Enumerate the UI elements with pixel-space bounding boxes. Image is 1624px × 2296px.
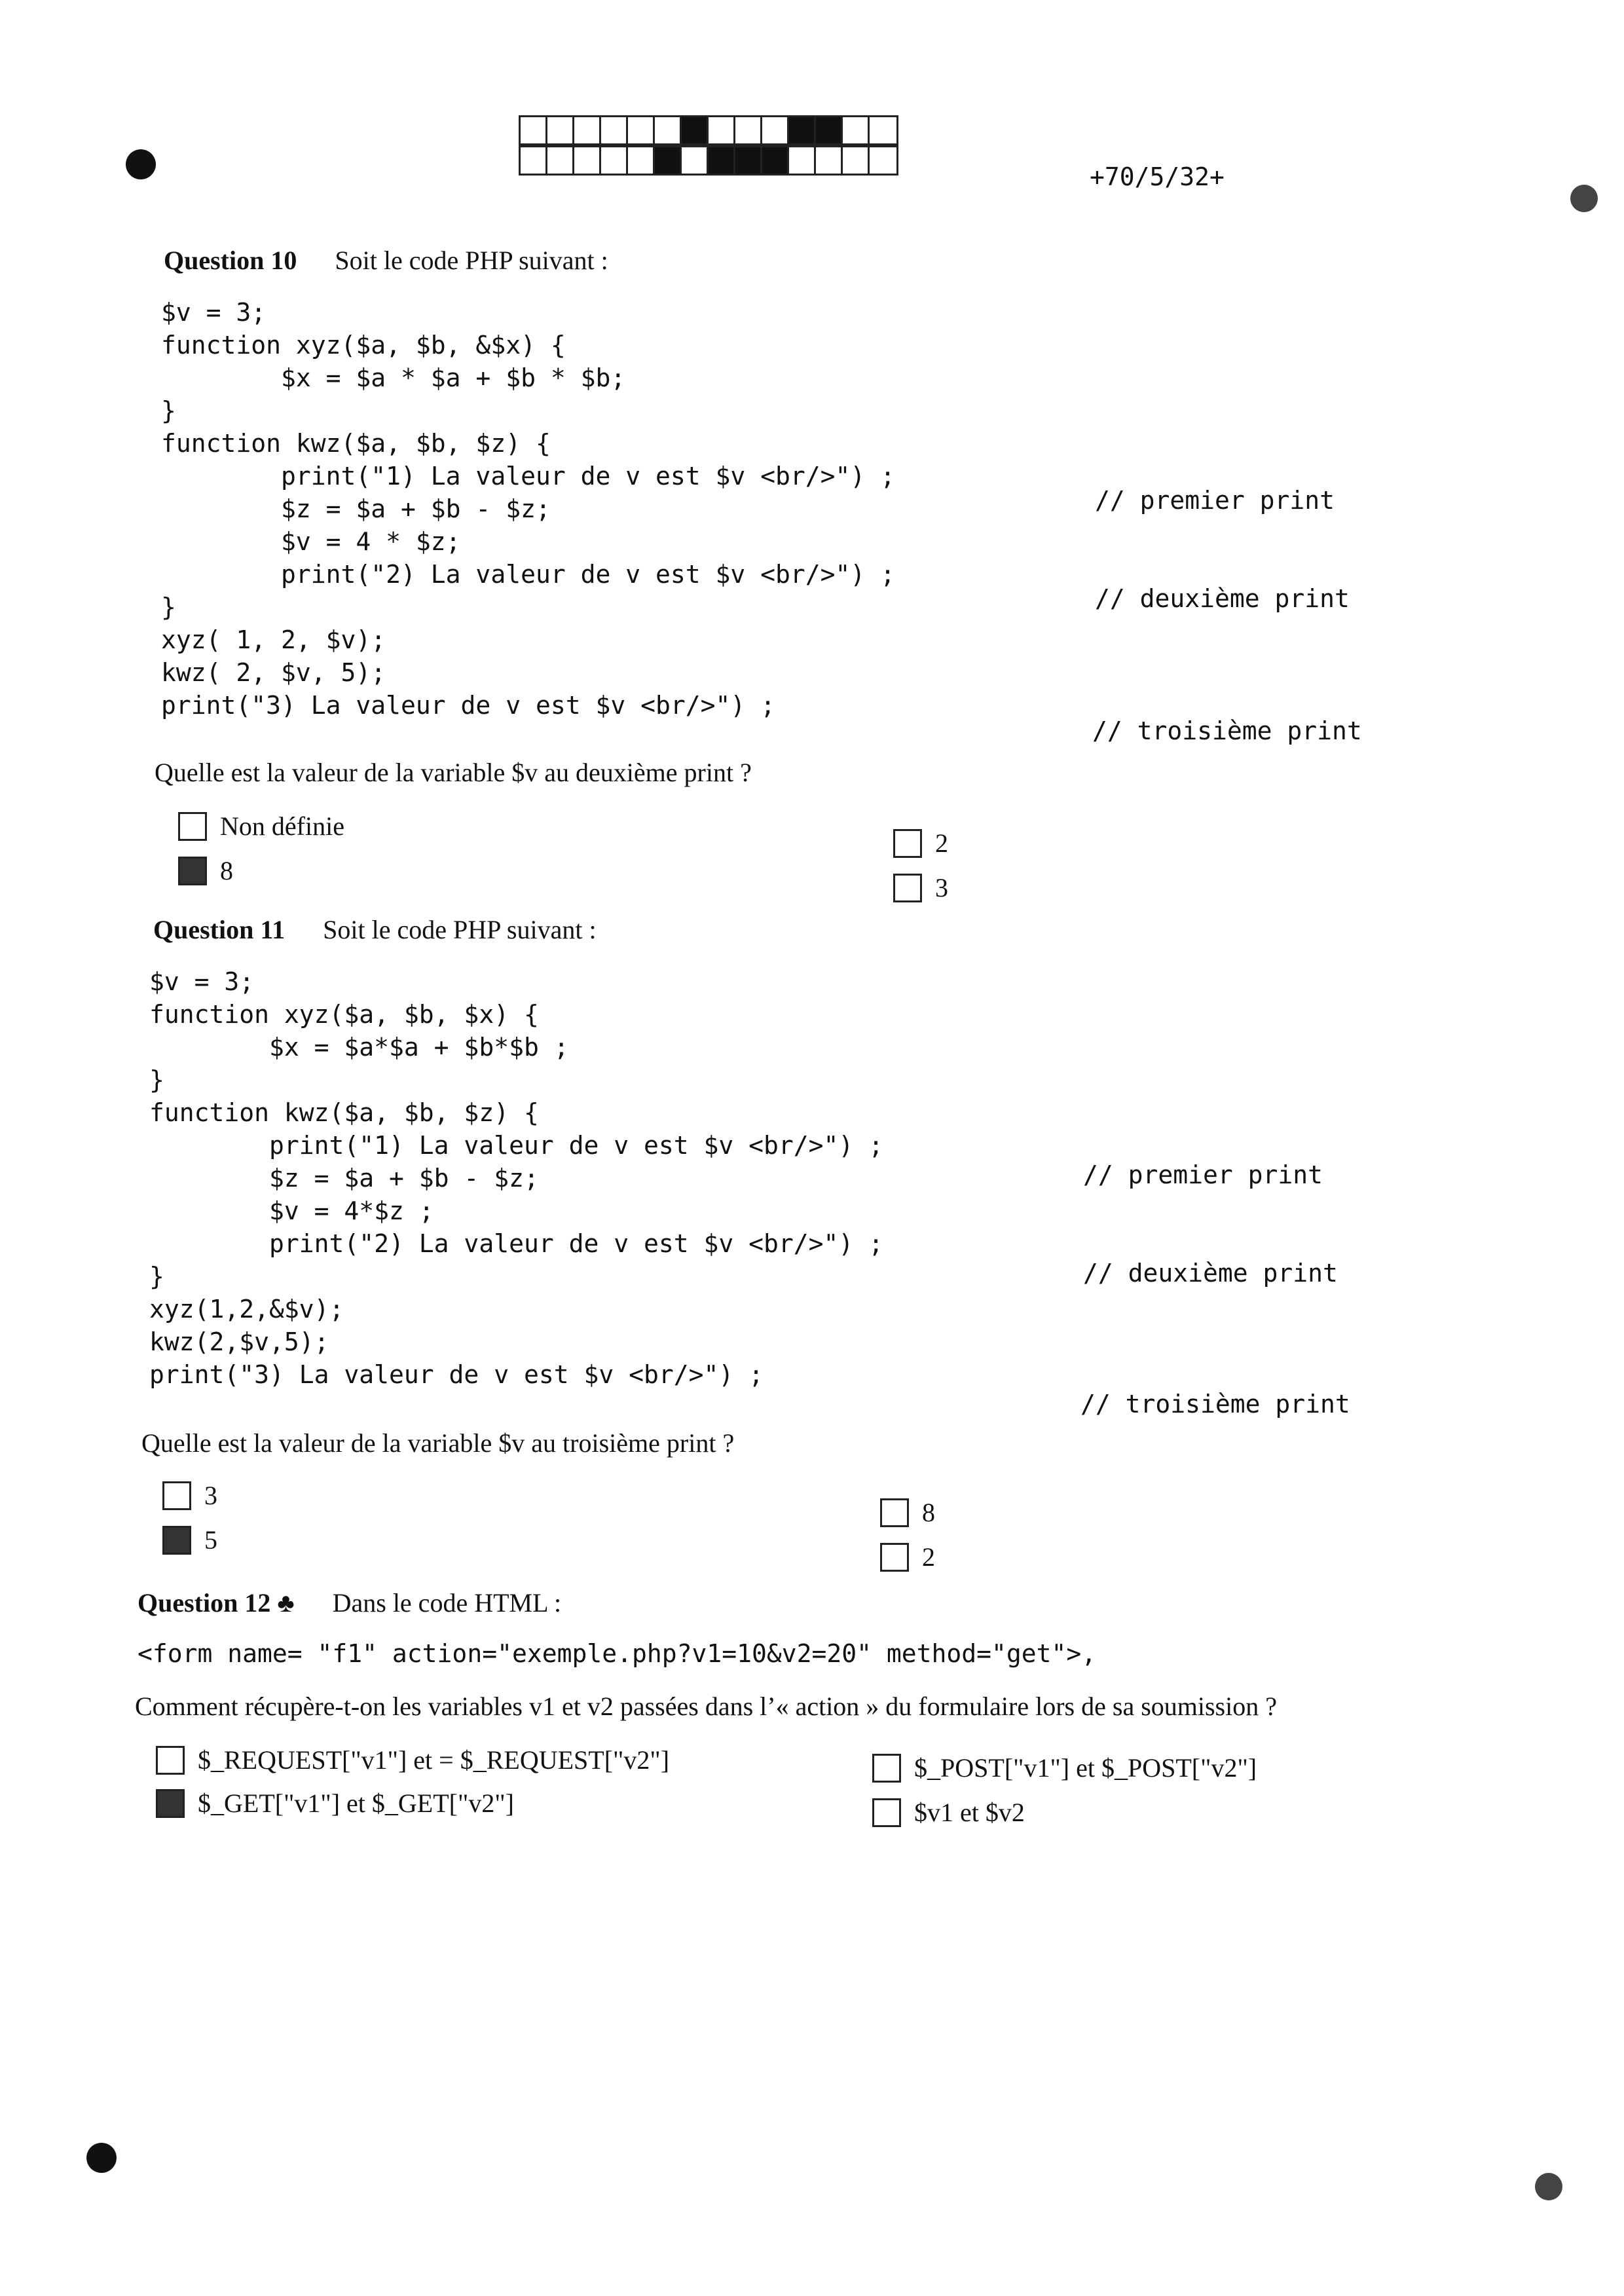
- barcode-cell-empty: [521, 117, 547, 143]
- checkbox[interactable]: [178, 812, 207, 841]
- option-label: $_REQUEST["v1"] et = $_REQUEST["v2"]: [198, 1745, 670, 1775]
- barcode-cell-empty: [762, 117, 789, 143]
- barcode-cell-empty: [547, 117, 574, 143]
- checkbox-checked[interactable]: [162, 1526, 191, 1555]
- checkbox[interactable]: [893, 829, 922, 858]
- question-10-header: [164, 245, 608, 276]
- barcode-cell-empty: [789, 147, 816, 174]
- question-10-comment-3: // troisième print: [1092, 716, 1362, 745]
- barcode-top: [519, 115, 898, 145]
- registration-dot-top-left: [126, 149, 156, 179]
- question-11-comment-1: // premier print: [1083, 1160, 1323, 1189]
- question-12-option-get[interactable]: [156, 1788, 514, 1819]
- barcode-cell-empty: [628, 147, 655, 174]
- question-10-option-2[interactable]: [893, 828, 948, 859]
- barcode-cell-empty: [574, 147, 601, 174]
- question-12-prompt: Comment récupère-t-on les variables v1 et v2 passées dans l’« action » du formulaire lors de sa soumission ?: [135, 1692, 1277, 1721]
- barcode-cell-empty: [682, 147, 709, 174]
- barcode-cell-filled: [735, 147, 762, 174]
- question-11-comment-3: // troisième print: [1080, 1390, 1350, 1418]
- barcode-cell-empty: [574, 117, 601, 143]
- scan-id: +70/5/32+: [1090, 162, 1225, 191]
- registration-dot-top-right: [1570, 185, 1598, 212]
- question-11-option-8[interactable]: [880, 1497, 935, 1528]
- checkbox-checked[interactable]: [156, 1789, 185, 1818]
- question-12-code: <form name= "f1" action="exemple.php?v1=10&v2=20" method="get">,: [138, 1639, 1097, 1668]
- question-10-option-3[interactable]: [893, 872, 948, 903]
- barcode-cell-empty: [709, 117, 735, 143]
- option-label: $_POST["v1"] et $_POST["v2"]: [914, 1753, 1257, 1783]
- option-label: 3: [204, 1481, 217, 1510]
- question-12-label: Question 12: [138, 1588, 271, 1618]
- question-11-header: [153, 914, 597, 945]
- checkbox[interactable]: [880, 1543, 909, 1572]
- question-11-option-3[interactable]: [162, 1480, 217, 1511]
- barcode-cell-empty: [843, 117, 870, 143]
- barcode-cell-empty: [601, 147, 628, 174]
- checkbox[interactable]: [872, 1754, 901, 1783]
- question-11-label: Question 11: [153, 915, 286, 944]
- question-11-intro: Soit le code PHP suivant :: [323, 915, 597, 944]
- checkbox-checked[interactable]: [178, 857, 207, 885]
- barcode-bottom: [519, 145, 898, 176]
- barcode-cell-filled: [762, 147, 789, 174]
- barcode-cell-empty: [816, 147, 843, 174]
- question-12-option-request[interactable]: [156, 1745, 669, 1775]
- question-12-option-post[interactable]: [872, 1752, 1257, 1783]
- question-11-prompt: Quelle est la valeur de la variable $v au troisième print ?: [141, 1428, 735, 1458]
- question-10-comment-2: // deuxième print: [1095, 584, 1350, 613]
- barcode-cell-filled: [789, 117, 816, 143]
- question-10-code: $v = 3; function xyz($a, $b, &$x) { $x = $a * $a + $b * $b; } function kwz($a, $b, $z) { print("1) La valeur de v est $v <br/>") ; $z = $a + $b - $z; $v = 4 * $z; print("2) La valeur de v est $v <br/>") ; } xyz( 1, 2, $v); kwz( 2, $v, 5); print("3) La valeur de v est $v <br/>") ;: [161, 298, 896, 720]
- question-11-code: $v = 3; function xyz($a, $b, $x) { $x = $a*$a + $b*$b ; } function kwz($a, $b, $z) { print("1) La valeur de v est $v <br/>") ; $z = $a + $b - $z; $v = 4*$z ; print("2) La valeur de v est $v <br/>") ; } xyz(1,2,&$v); kwz(2,$v,5); print("3) La valeur de v est $v <br/>") ;: [149, 967, 884, 1389]
- registration-dot-bottom-left: [86, 2143, 117, 2173]
- option-label: 2: [935, 828, 948, 858]
- barcode-cell-empty: [870, 147, 896, 174]
- option-label: 8: [220, 856, 233, 885]
- question-11-option-2[interactable]: [880, 1542, 935, 1572]
- question-11-option-5[interactable]: [162, 1525, 217, 1555]
- barcode-cell-filled: [655, 147, 682, 174]
- question-10-prompt: Quelle est la valeur de la variable $v au deuxième print ?: [155, 758, 752, 787]
- checkbox[interactable]: [893, 874, 922, 902]
- checkbox[interactable]: [162, 1481, 191, 1510]
- question-10-intro: Soit le code PHP suivant :: [335, 246, 608, 275]
- barcode-cell-empty: [601, 117, 628, 143]
- checkbox[interactable]: [872, 1798, 901, 1827]
- checkbox[interactable]: [156, 1746, 185, 1775]
- barcode-cell-empty: [870, 117, 896, 143]
- barcode-cell-empty: [547, 147, 574, 174]
- option-label: 3: [935, 873, 948, 902]
- checkbox[interactable]: [880, 1498, 909, 1527]
- option-label: $_GET["v1"] et $_GET["v2"]: [198, 1788, 514, 1818]
- registration-dot-bottom-right: [1535, 2173, 1562, 2200]
- question-10-label: Question 10: [164, 246, 297, 275]
- option-label: $v1 et $v2: [914, 1798, 1025, 1827]
- option-label: Non définie: [220, 811, 344, 841]
- option-label: 8: [922, 1498, 935, 1527]
- barcode-cell-filled: [709, 147, 735, 174]
- question-12-option-vars[interactable]: [872, 1797, 1025, 1828]
- barcode-cell-empty: [655, 117, 682, 143]
- barcode-cell-empty: [628, 117, 655, 143]
- barcode-cell-filled: [682, 117, 709, 143]
- option-label: 5: [204, 1525, 217, 1555]
- question-12-header: [138, 1587, 561, 1618]
- option-label: 2: [922, 1542, 935, 1572]
- barcode-cell-filled: [816, 117, 843, 143]
- barcode-cell-empty: [735, 117, 762, 143]
- question-12-intro: Dans le code HTML :: [332, 1588, 562, 1618]
- question-11-comment-2: // deuxième print: [1083, 1259, 1338, 1287]
- question-10-comment-1: // premier print: [1095, 486, 1335, 515]
- question-10-option-non-definie[interactable]: [178, 811, 344, 842]
- barcode-cell-empty: [521, 147, 547, 174]
- question-10-option-8[interactable]: [178, 855, 233, 886]
- barcode-cell-empty: [843, 147, 870, 174]
- club-icon: ♣: [277, 1588, 295, 1618]
